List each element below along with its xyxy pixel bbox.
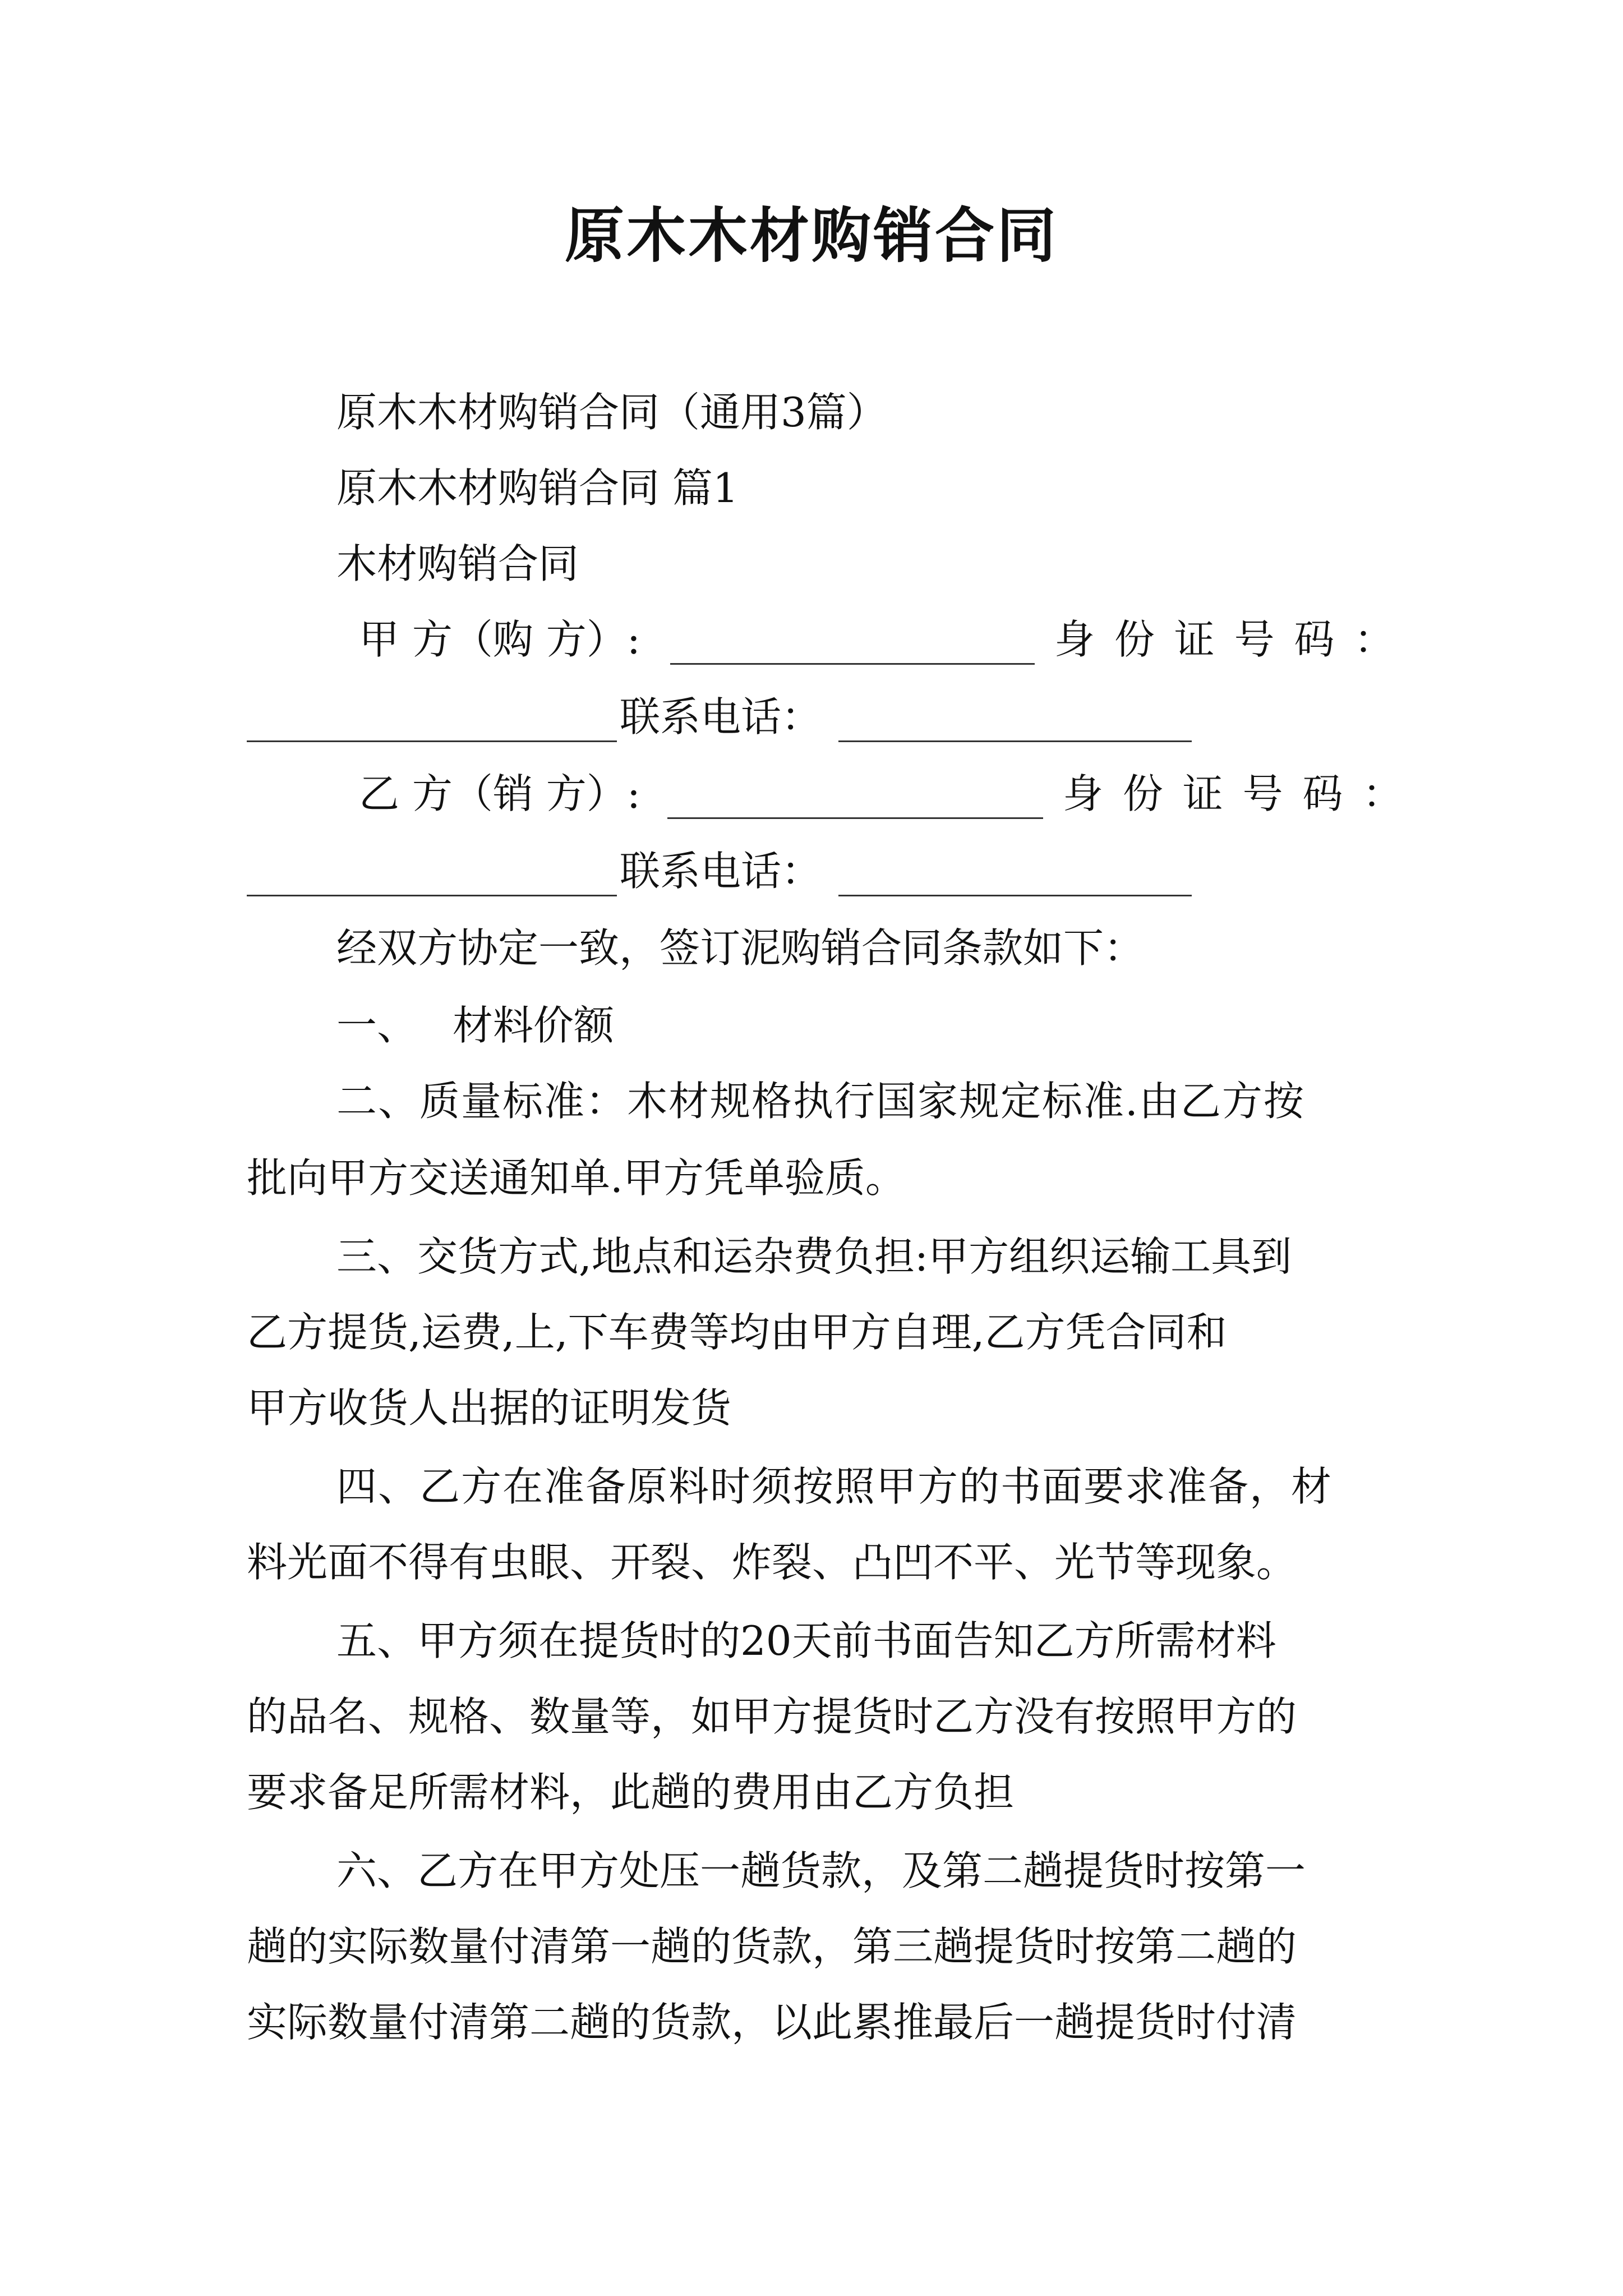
clause-4-line-2: 料光面不得有虫眼、开裂、炸裂、凸凹不平、光节等现象。 bbox=[247, 1539, 1297, 1586]
clause-1-line-1: 一、 材料价额 bbox=[336, 1002, 614, 1049]
party-a-name-blank[interactable] bbox=[670, 624, 1035, 665]
clause-5-line-3: 要求备足所需材料，此趟的费用由乙方负担 bbox=[247, 1769, 1015, 1816]
clause-3-line-3: 甲方收货人出据的证明发货 bbox=[247, 1384, 732, 1432]
clause-6-line-1: 六、乙方在甲方处压一趟货款，及第二趟提货时按第一 bbox=[336, 1847, 1306, 1894]
clause-4-line-1: 四、乙方在准备原料时须按照甲方的书面要求准备，材 bbox=[336, 1463, 1333, 1510]
party-b-phone-label: 联系电话： bbox=[620, 848, 822, 895]
party-b-phone-blank[interactable] bbox=[838, 855, 1192, 896]
clause-2-line-1: 二、质量标准：木材规格执行国家规定标准.由乙方按 bbox=[336, 1078, 1305, 1125]
party-b-id-blank[interactable] bbox=[247, 855, 617, 896]
document-title: 原木木材购销合同 bbox=[565, 200, 1058, 270]
intro-text: 经双方协定一致，签订泥购销合同条款如下： bbox=[336, 924, 1145, 972]
clause-5-line-1: 五、甲方须在提货时的20天前书面告知乙方所需材料 bbox=[336, 1617, 1276, 1664]
party-a-id-blank[interactable] bbox=[247, 701, 617, 742]
party-a-label: 甲 方（购 方）: bbox=[359, 616, 641, 663]
part1-heading: 原木木材购销合同 篇1 bbox=[336, 464, 739, 512]
party-a-phone-label: 联系电话： bbox=[620, 693, 822, 740]
clause-6-line-3: 实际数量付清第二趟的货款，以此累推最后一趟提货时付清 bbox=[247, 1999, 1297, 2046]
party-a-id-label: 身 份 证 号 码 ： bbox=[1054, 616, 1398, 663]
subtitle: 原木木材购销合同（通用3篇） bbox=[336, 389, 887, 436]
party-b-label: 乙 方（销 方）: bbox=[359, 770, 641, 817]
clause-3-line-2: 乙方提货,运费,上,下车费等均由甲方自理,乙方凭合同和 bbox=[247, 1309, 1227, 1356]
clause-2-line-2: 批向甲方交送通知单.甲方凭单验质。 bbox=[247, 1154, 906, 1202]
clause-6-line-2: 趟的实际数量付清第一趟的货款，第三趟提货时按第二趟的 bbox=[247, 1923, 1297, 1970]
party-a-phone-blank[interactable] bbox=[838, 701, 1192, 742]
party-b-id-label: 身 份 证 号 码 ： bbox=[1063, 770, 1407, 817]
clause-5-line-2: 的品名、规格、数量等，如甲方提货时乙方没有按照甲方的 bbox=[247, 1693, 1297, 1740]
contract-name: 木材购销合同 bbox=[336, 540, 579, 587]
clause-3-line-1: 三、交货方式,地点和运杂费负担:甲方组织运输工具到 bbox=[336, 1233, 1292, 1280]
party-b-name-blank[interactable] bbox=[667, 778, 1043, 819]
